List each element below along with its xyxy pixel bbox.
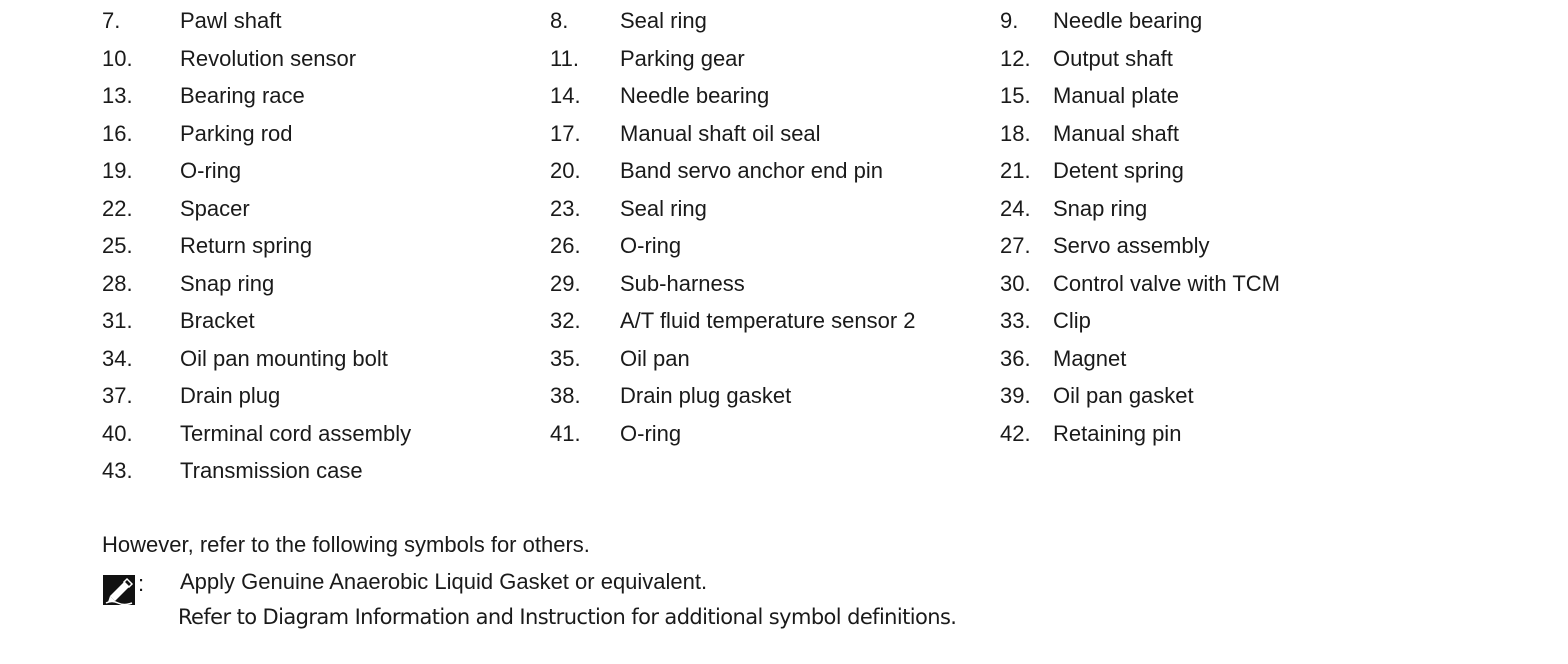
part-number: 37.	[102, 383, 133, 408]
part-name: Seal ring	[620, 8, 707, 33]
part-name: Revolution sensor	[180, 45, 357, 71]
part-number: 25.	[102, 233, 133, 258]
part-name: Transmission case	[180, 458, 363, 483]
parts-row	[0, 190, 1568, 228]
part-name: Oil pan	[620, 345, 690, 371]
parts-row	[0, 40, 1568, 78]
part-number: 12.	[1000, 45, 1031, 71]
part-number: 33.	[1000, 308, 1031, 333]
part-number: 30.	[1000, 270, 1031, 296]
part-number: 10.	[102, 45, 133, 71]
parts-row	[0, 340, 1568, 378]
symbol-colon: :	[138, 571, 145, 596]
part-name: Terminal cord assembly	[180, 420, 412, 446]
part-number: 29.	[550, 270, 581, 296]
part-name: Pawl shaft	[180, 8, 282, 33]
part-name: Detent spring	[1053, 158, 1184, 183]
part-number: 14.	[550, 83, 581, 108]
part-number: 35.	[550, 345, 581, 371]
part-number: 18.	[1000, 120, 1031, 146]
liquid-gasket-icon	[102, 574, 136, 606]
part-number: 15.	[1000, 83, 1031, 108]
part-number: 32.	[550, 308, 581, 333]
part-name: Parking gear	[620, 45, 745, 71]
part-name: Oil pan gasket	[1053, 383, 1194, 408]
part-number: 16.	[102, 120, 133, 146]
part-number: 27.	[1000, 233, 1031, 258]
part-number: 19.	[102, 158, 133, 183]
part-number: 43.	[102, 458, 133, 483]
part-number: 34.	[102, 345, 133, 371]
part-name: Parking rod	[180, 120, 293, 146]
part-name: Magnet	[1053, 345, 1127, 371]
part-name: Bearing race	[180, 83, 305, 108]
part-name: Control valve with TCM	[1053, 270, 1280, 296]
parts-row	[0, 452, 1568, 490]
parts-row	[0, 415, 1568, 453]
parts-row	[0, 115, 1568, 153]
part-number: 38.	[550, 383, 581, 408]
part-name: Bracket	[180, 308, 255, 333]
part-name: Snap ring	[1053, 195, 1148, 221]
symbol-description: Apply Genuine Anaerobic Liquid Gasket or equivalent.	[180, 569, 708, 594]
part-name: Spacer	[180, 195, 250, 221]
part-number: 9.	[1000, 8, 1019, 33]
parts-row	[0, 2, 1568, 40]
part-number: 24.	[1000, 195, 1031, 221]
part-name: Band servo anchor end pin	[620, 158, 883, 183]
part-name: O-ring	[180, 158, 242, 183]
parts-row	[0, 77, 1568, 115]
part-name: Output shaft	[1053, 45, 1173, 71]
part-number: 7.	[102, 8, 121, 33]
part-name: Manual shaft oil seal	[620, 120, 821, 146]
part-name: Servo assembly	[1053, 233, 1210, 258]
part-name: Drain plug	[180, 383, 281, 408]
part-name: Return spring	[180, 233, 313, 258]
parts-row	[0, 265, 1568, 303]
part-name: O-ring	[620, 420, 682, 446]
part-name: Manual plate	[1053, 83, 1179, 108]
parts-list	[0, 2, 1568, 490]
part-name: Drain plug gasket	[620, 383, 792, 408]
part-name: Clip	[1053, 308, 1091, 333]
symbols-note: However, refer to the following symbols for others.	[102, 532, 590, 557]
parts-row	[0, 152, 1568, 190]
part-number: 20.	[550, 158, 581, 183]
part-number: 11.	[550, 45, 579, 71]
part-number: 42.	[1000, 420, 1031, 446]
part-number: 28.	[102, 270, 133, 296]
part-name: Snap ring	[180, 270, 275, 296]
reference-note: Refer to Diagram Information and Instruction for additional symbol definitions.	[178, 605, 957, 629]
part-number: 31.	[102, 308, 133, 333]
part-name: Oil pan mounting bolt	[180, 345, 388, 371]
parts-row	[0, 302, 1568, 340]
part-name: Sub-harness	[620, 270, 745, 296]
part-name: A/T fluid temperature sensor 2	[620, 308, 916, 333]
part-name: Seal ring	[620, 195, 707, 221]
part-number: 23.	[550, 195, 581, 221]
part-name: Manual shaft	[1053, 120, 1179, 146]
part-number: 17.	[550, 120, 581, 146]
part-number: 13.	[102, 83, 133, 108]
parts-row	[0, 227, 1568, 265]
part-name: O-ring	[620, 233, 682, 258]
part-name: Needle bearing	[1053, 8, 1203, 33]
part-number: 40.	[102, 420, 133, 446]
part-name: Retaining pin	[1053, 420, 1182, 446]
part-number: 41.	[550, 420, 581, 446]
part-number: 26.	[550, 233, 581, 258]
part-number: 39.	[1000, 383, 1031, 408]
part-name: Needle bearing	[620, 83, 770, 108]
part-number: 21.	[1000, 158, 1031, 183]
parts-row	[0, 377, 1568, 415]
part-number: 36.	[1000, 345, 1031, 371]
part-number: 22.	[102, 195, 133, 221]
part-number: 8.	[550, 8, 569, 33]
